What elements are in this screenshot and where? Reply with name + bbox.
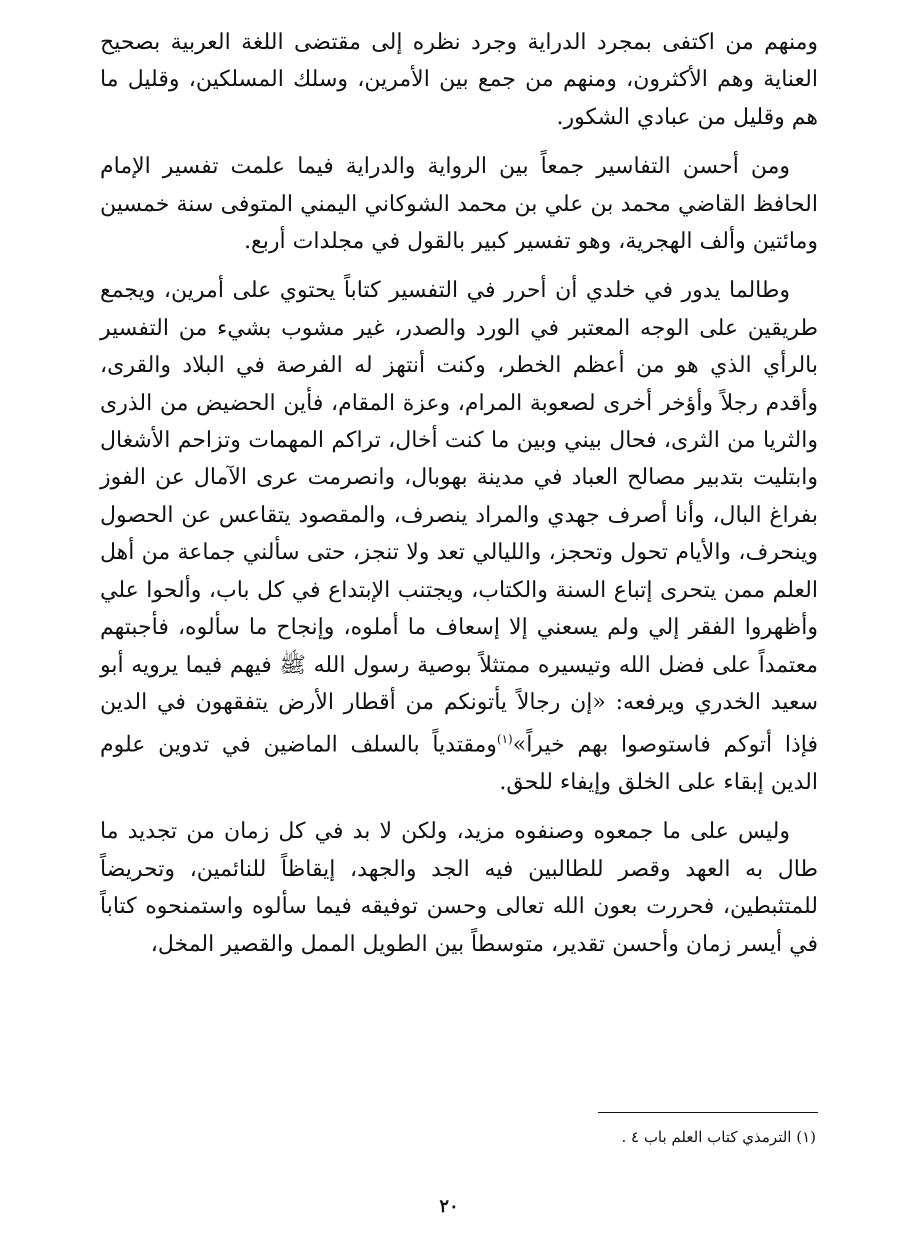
paragraph-3-tail: ومقتدياً بالسلف الماضين في تدوين علوم الدين إبقاء على الخلق وإيفاء للحق. xyxy=(100,732,818,796)
footnote-reference: (١) xyxy=(496,732,513,747)
paragraph-3-main: وطالما يدور في خلدي أن أحرر في التفسير كتاباً يحتوي على أمرين، ويجمع طريقين على الوجه المعتبر في الورد والصدر، غير مشوب بشيء من التفسير بالرأي الذي هو من أعظم الخطر، وكنت أنتهز له الفرصة في البلاد والقرى، وأقدم رجلاً وأؤخر أخرى لصعوبة المرام، وعزة المقام، فأين الحضيض من الذرى والثريا من الثرى، فحال بيني وبين ما كنت أخال، تراكم المهمات وتزاحم الأشغال وابتليت بتدبير مصالح العباد في مدينة بهوبال، وانصرمت عرى الآمال عن الفوز بفراغ البال، وأنا أصرف جهدي والمراد ينصرف، والمقصود يتقاعس عن الحصول وينحرف، والأيام تحول وتحجز، والليالي تعد ولا تنجز، حتى سألني جماعة من أهل العلم ممن يتحرى إتباع السنة والكتاب، ويجتنب الإبتداع في كل باب، وألحوا علي وأظهروا الفقر إلي ولم يسعني إلا إسعاف ما أملوه، وإنجاح ما سألوه، فأجبتهم معتمداً على فضل الله وتيسيره ممتثلاً بوصية رسول الله ﷺ فيهم فيما يرويه أبو سعيد الخدري ويرفعه: «إن رجالاً يأتونكم من أقطار الأرض يتفقهون في الدين فإذا أتوكم فاستوصوا بهم خيراً» xyxy=(100,278,818,758)
body-text xyxy=(100,24,818,963)
page-number: ٢٠ xyxy=(439,1196,459,1217)
footnote: (١) الترمذي كتاب العلم باب ٤ . xyxy=(621,1128,816,1146)
paragraph-1: ومنهم من اكتفى بمجرد الدراية وجرد نظره إلى مقتضى اللغة العربية بصحيح العناية وهم الأكثرون، ومنهم من جمع بين الأمرين، وسلك المسلكين، وقليل ما هم وقليل من عبادي الشكور. xyxy=(100,30,818,130)
footnote-divider xyxy=(598,1112,818,1113)
paragraph-3 xyxy=(100,272,818,801)
paragraph-2: ومن أحسن التفاسير جمعاً بين الرواية والدراية فيما علمت تفسير الإمام الحافظ القاضي محمد بن علي بن محمد الشوكاني اليمني المتوفى سنة خمسين ومائتين وألف الهجرية، وهو تفسير كبير بالقول في مجلدات أربع. xyxy=(100,154,818,255)
paragraph-4: وليس على ما جمعوه وصنفوه مزيد، ولكن لا بد في كل زمان من تجديد ما طال به العهد وقصر للطالبين فيه الجد والجهد، إيقاظاً للنائمين، وتحريضاً للمتثبطين، فحررت بعون الله تعالى وحسن توفيقه فيما سألوه واستمنحوه كتاباً في أيسر زمان وأحسن تقدير، متوسطاً بين الطويل الممل والقصير المخل، xyxy=(100,819,818,957)
